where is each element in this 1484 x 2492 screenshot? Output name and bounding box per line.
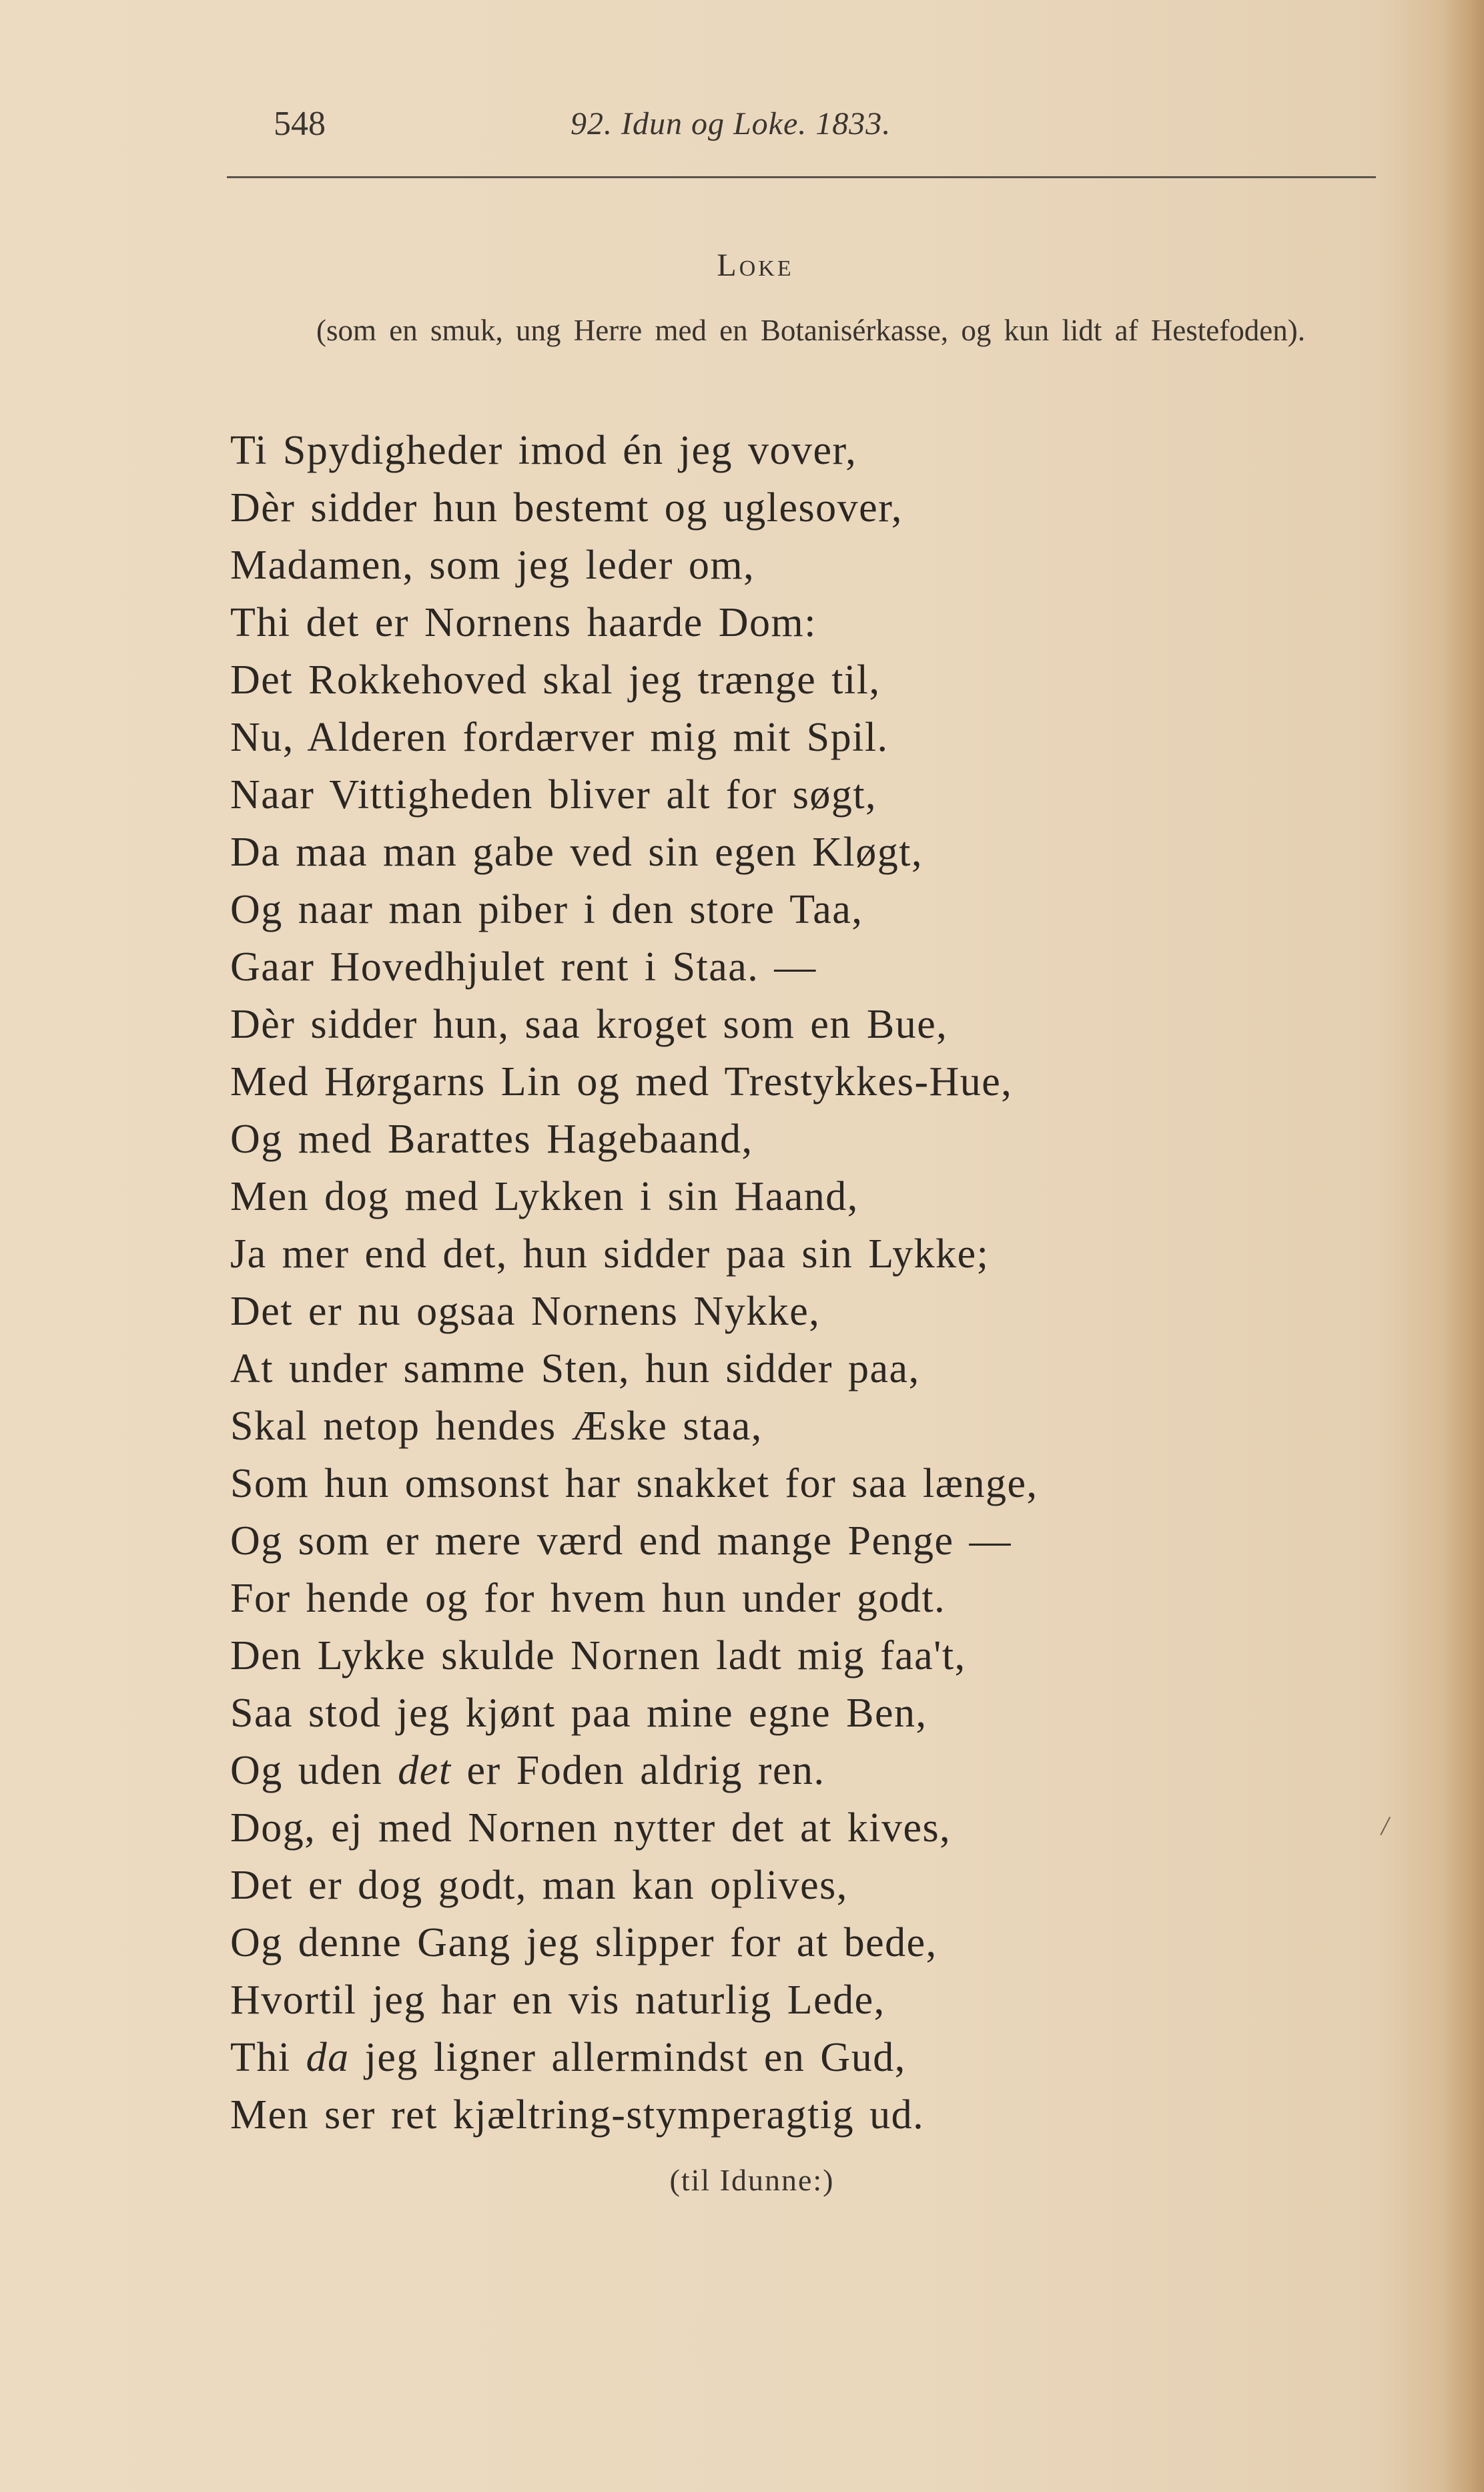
verse-line: Og denne Gang jeg slipper for at bede, — [230, 1920, 938, 1965]
verse-line: Skal netop hendes Æske staa, — [230, 1404, 763, 1449]
verse-line: Den Lykke skulde Nornen ladt mig faa't, — [230, 1633, 966, 1678]
verse-line — [230, 1742, 1365, 1799]
verse-line: Madamen, som jeg leder om, — [230, 543, 755, 588]
verse-line: Og med Barattes Hagebaand, — [230, 1117, 753, 1162]
margin-mark: / — [1381, 1811, 1389, 1841]
verse-line: Naar Vittigheden bliver alt for søgt, — [230, 772, 877, 818]
verse-line: Det Rokkehoved skal jeg trænge til, — [230, 657, 881, 703]
verse-emphasis: det — [398, 1748, 452, 1793]
verse-line-text: er Foden aldrig ren. — [451, 1748, 825, 1793]
verse-line-text: Og uden — [230, 1748, 398, 1793]
verse-line: Hvortil jeg har en vis naturlig Lede, — [230, 1977, 885, 2023]
verse-line: Saa stod jeg kjønt paa mine egne Ben, — [230, 1690, 928, 1736]
verse-line: Ja mer end det, hun sidder paa sin Lykke; — [230, 1231, 990, 1277]
verse-line: Dèr sidder hun, saa kroget som en Bue, — [230, 1002, 948, 1047]
speaker-name: Loke — [717, 248, 794, 283]
page-edge-shadow — [1444, 0, 1484, 2492]
verse-line: Men ser ret kjæltring-stymperagtig ud. — [230, 2092, 925, 2138]
verse-line-text: Thi — [230, 2035, 306, 2080]
verse-line: Men dog med Lykken i sin Haand, — [230, 1174, 859, 1219]
verse-line — [230, 2029, 1365, 2086]
verse-line: Og som er mere værd end mange Penge — — [230, 1518, 1012, 1564]
verse-line: Nu, Alderen fordærver mig mit Spil. — [230, 715, 889, 760]
verse-line: Og naar man piber i den store Taa, — [230, 887, 863, 932]
verse-line: At under samme Sten, hun sidder paa, — [230, 1346, 920, 1391]
verse-line: Thi det er Nornens haarde Dom: — [230, 600, 817, 645]
verse-line: Med Hørgarns Lin og med Trestykkes-Hue, — [230, 1059, 1013, 1105]
verse-line: Det er nu ogsaa Nornens Nykke, — [230, 1289, 821, 1334]
verse-line: Gaar Hovedhjulet rent i Staa. — — [230, 944, 817, 990]
header-rule — [227, 176, 1376, 178]
page-number: 548 — [274, 105, 326, 143]
verse-emphasis: da — [306, 2035, 350, 2080]
running-title: 92. Idun og Loke. 1833. — [571, 106, 891, 141]
closing-stage-direction: (til Idunne:) — [669, 2163, 835, 2197]
verse-block — [230, 422, 1365, 2144]
verse-line: Da maa man gabe ved sin egen Kløgt, — [230, 830, 923, 875]
verse-line: Ti Spydigheder imod én jeg vover, — [230, 428, 857, 473]
verse-line: Som hun omsonst har snakket for saa længe, — [230, 1461, 1038, 1506]
stage-direction: (som en smuk, ung Herre med en Botanisérkasse, og kun lidt af Hestefoden). — [316, 314, 1305, 347]
page-header — [227, 100, 1375, 160]
verse-line: Det er dog godt, man kan oplives, — [230, 1863, 848, 1908]
verse-line: Dog, ej med Nornen nytter det at kives, — [230, 1805, 952, 1851]
verse-line: For hende og for hvem hun under godt. — [230, 1576, 946, 1621]
verse-line-text: jeg ligner allermindst en Gud, — [349, 2035, 906, 2080]
verse-line: Dèr sidder hun bestemt og uglesover, — [230, 485, 903, 531]
